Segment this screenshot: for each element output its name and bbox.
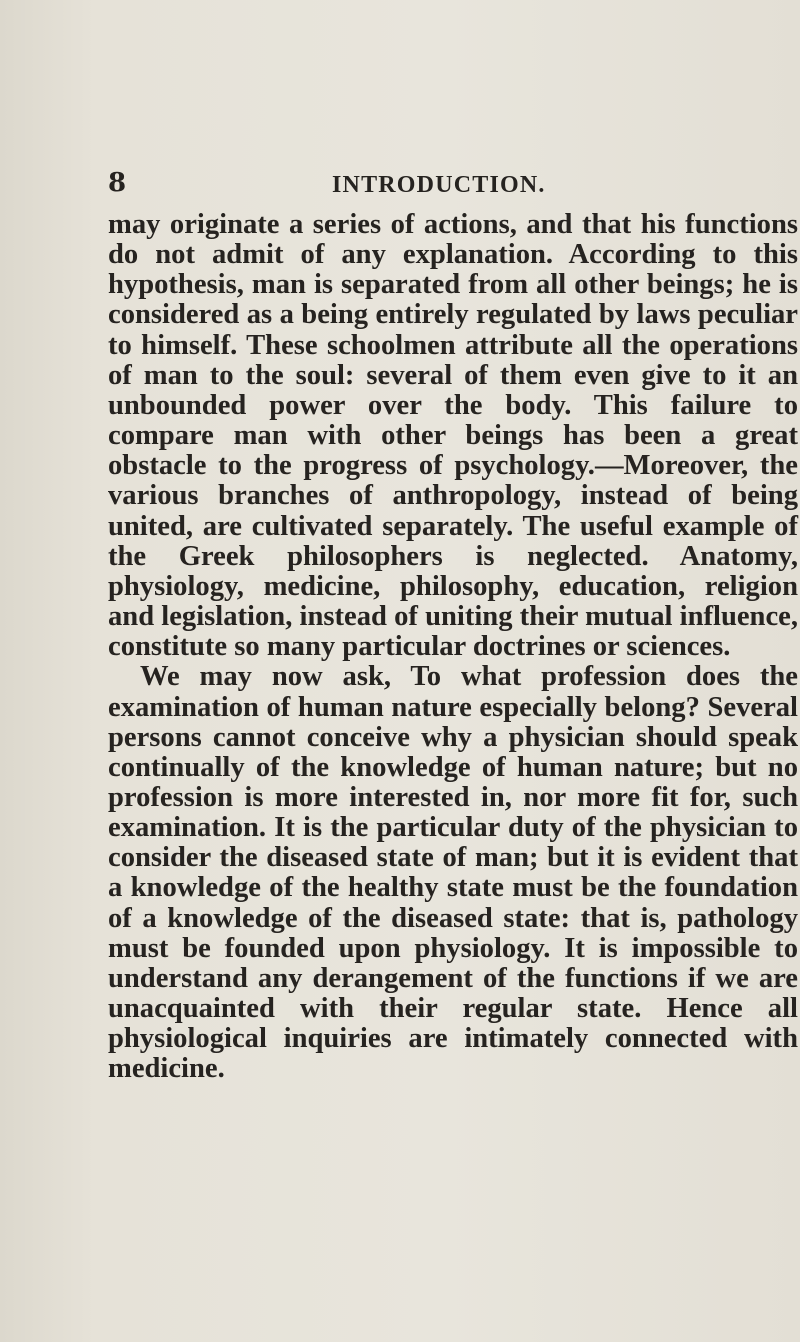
paragraph-continuation: may originate a series of actions, and that his functions do not admit of any explanation. According to this hypothesis, man is separated from all other beings; he is considered as a being entirely regulated by laws peculiar to himself. These schoolmen attribute all the operations of man to the soul: several of them even give to it an unbounded power over the body. This failure to compare man with other beings has been a great obstacle to the progress of psychology.—Moreover, the various branches of anthropology, instead of being united, are cultivated separately. The useful example of the Greek philosophers is neglected. Anatomy, physiology, medicine, philosophy, education, religion and legislation, instead of uniting their mutual influence, constitute so many particular doctrines or sciences. bbox=[108, 209, 798, 663]
page-number: 8 bbox=[108, 168, 127, 198]
body-text bbox=[108, 210, 798, 1085]
running-head bbox=[108, 168, 798, 202]
paragraph-profession: We may now ask, To what profession does the examination of human nature especially belong? Several persons cannot conceive why a physician should speak continually of the knowledge of human nature; but no profession is more interested in, nor more fit for, such examination. It is the particular duty of the physician to consider the diseased state of man; but it is evident that a knowledge of the healthy state must be the foundation of a knowledge of the diseased state: that is, pathology must be founded upon physiology. It is impossible to understand any derangement of the functions if we are unacquainted with their regular state. Hence all physiological inquiries are intimately connected with medicine. bbox=[108, 661, 798, 1085]
running-title: INTRODUCTION. bbox=[332, 172, 546, 198]
